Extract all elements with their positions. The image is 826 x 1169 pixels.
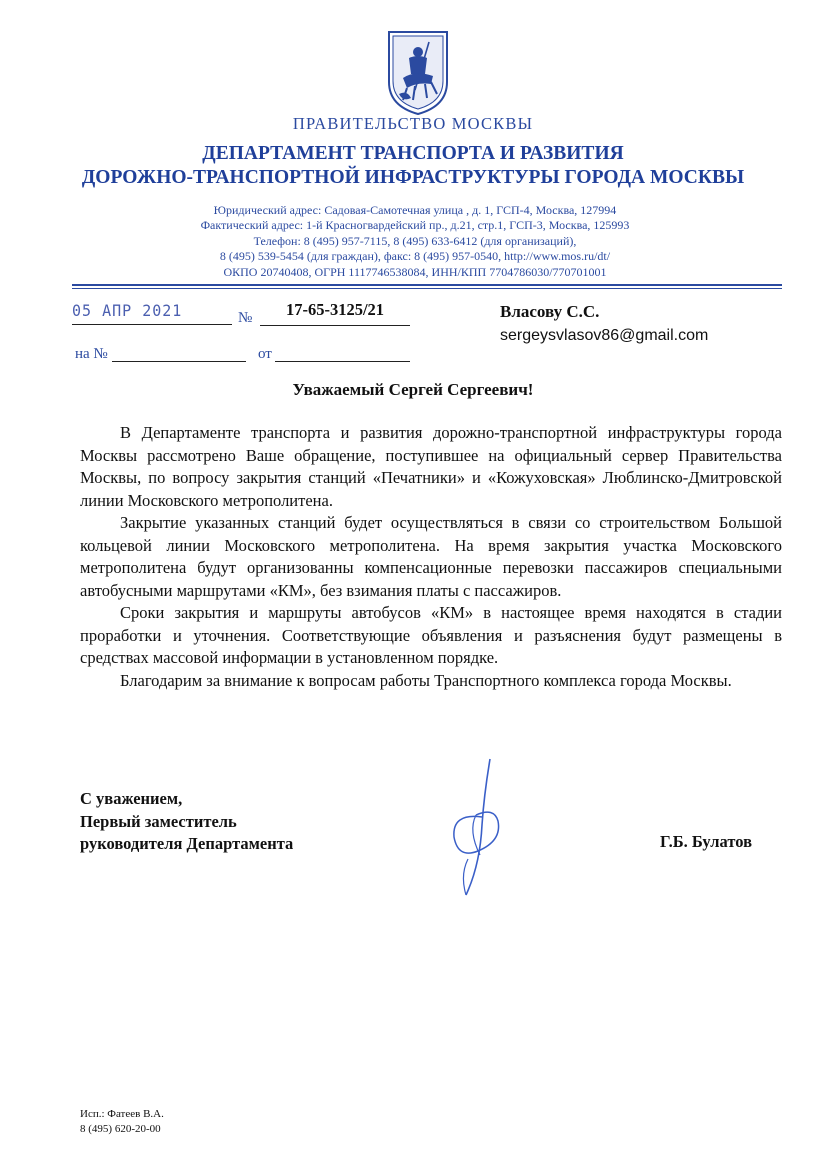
reply-to-underline xyxy=(112,361,246,362)
legal-address: Юридический адрес: Садовая-Самотечная улица , д. 1, ГСП-4, Москва, 127994 xyxy=(213,203,617,217)
signer-position-line2: руководителя Департамента xyxy=(80,834,294,853)
executor-phone: 8 (495) 620-20-00 xyxy=(80,1123,161,1135)
from-label: от xyxy=(258,346,272,362)
header-divider xyxy=(72,284,782,286)
date-underline xyxy=(72,324,232,325)
handwritten-signature-icon xyxy=(432,755,532,905)
recipient-block xyxy=(500,300,708,348)
department-title xyxy=(0,142,826,190)
moscow-coat-of-arms-icon xyxy=(385,28,451,116)
letter-body xyxy=(80,422,782,692)
from-underline xyxy=(275,361,410,362)
greeting: Уважаемый Сергей Сергеевич! xyxy=(292,380,534,399)
phone-line: Телефон: 8 (495) 957-7115, 8 (495) 633-6412 (для организаций), xyxy=(253,233,577,248)
actual-address: Фактический адрес: 1-й Красногвардейский пр., д.21, стр.1, ГСП-3, Москва, 125993 xyxy=(200,218,630,233)
phone-fax-web-line: 8 (495) 539-5454 (для граждан), факс: 8 (495) 957-0540, http://www.mos.ru/dt/ xyxy=(219,249,611,264)
body-paragraph: Благодарим за внимание к вопросам работы Транспортного комплекса города Москвы. xyxy=(120,670,732,690)
date-stamp: 05 АПР 2021 xyxy=(72,301,183,321)
number-underline xyxy=(260,325,410,326)
closing-block xyxy=(80,788,293,856)
registry-codes: ОКПО 20740408, ОГРН 1117746538084, ИНН/КПП 7704786030/770701001 xyxy=(223,264,607,279)
body-paragraph: В Департаменте транспорта и развития дорожно-транспортной инфраструктуры города Москвы рассмотрено Ваше обращение, поступившее на официальный сервер Правительства Москвы, по вопросу закрытия станций «Печатники» и «Кожуховская» Люблинско-Дмитровской линии Московского метрополитена. xyxy=(80,423,782,510)
header-divider-thin xyxy=(72,288,782,289)
number-label: № xyxy=(238,310,253,326)
body-paragraph: Сроки закрытия и маршруты автобусов «КМ» в настоящее время находятся в стадии проработки и уточнения. Соответствующие объявления и разъяснения будут размещены в средствах массовой информации в установленном порядке. xyxy=(80,603,782,667)
executor-name: Исп.: Фатеев В.А. xyxy=(80,1108,164,1120)
government-title: ПРАВИТЕЛЬСТВО МОСКВЫ xyxy=(292,114,534,133)
signer-name: Г.Б. Булатов xyxy=(660,832,752,851)
regards: С уважением, xyxy=(80,789,183,808)
outgoing-number: 17-65-3125/21 xyxy=(285,300,385,319)
recipient-name: Власову С.С. xyxy=(500,302,600,321)
signer-position-line1: Первый заместитель xyxy=(80,811,237,831)
reply-to-label: на № xyxy=(75,346,108,362)
department-title-line2: ДОРОЖНО-ТРАНСПОРТНОЙ ИНФРАСТРУКТУРЫ ГОРОДА МОСКВЫ xyxy=(81,167,745,188)
executor-block xyxy=(80,1107,164,1137)
recipient-email: sergeysvlasov86@gmail.com xyxy=(500,327,709,344)
body-paragraph: Закрытие указанных станций будет осуществляться в связи со строительством Большой кольцевой линии Московского метрополитена. На время закрытия участка Московского метрополитена будут организованны компенсационные перевозки пассажиров специальными автобусными маршрутами «КМ», без взимания платы с пассажиров. xyxy=(80,513,782,600)
department-address-block xyxy=(150,203,680,280)
department-title-line1: ДЕПАРТАМЕНТ ТРАНСПОРТА И РАЗВИТИЯ xyxy=(202,143,624,164)
